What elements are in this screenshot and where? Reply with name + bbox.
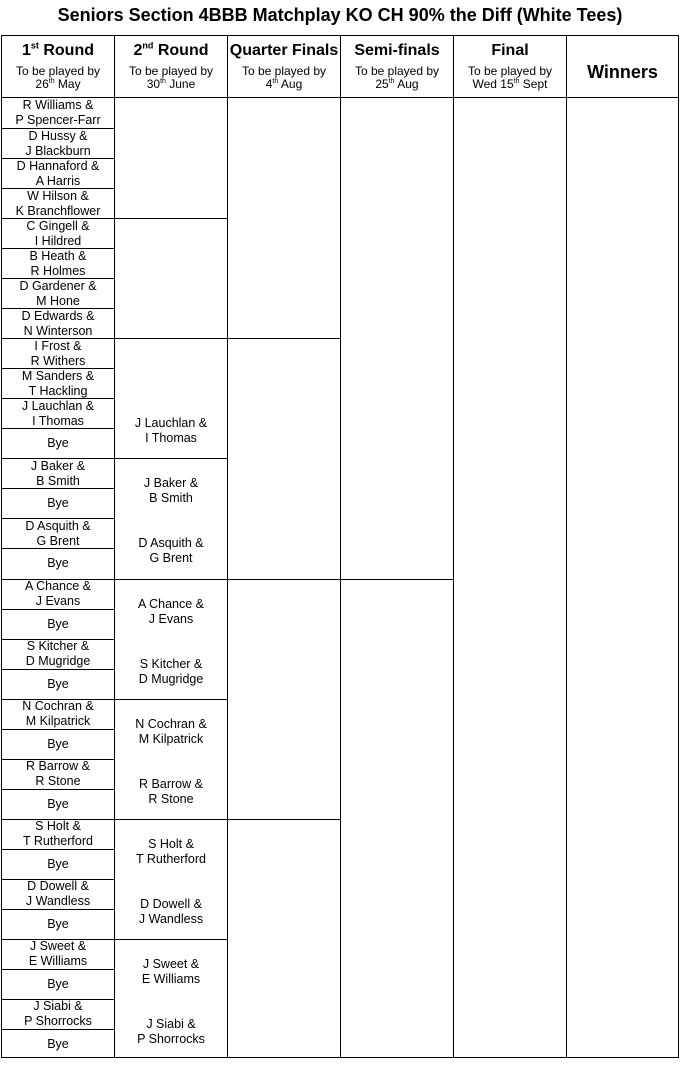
team-line: A Harris [35, 173, 81, 188]
team-line: D Hussy & [28, 128, 88, 143]
team-line: B Heath & [29, 248, 87, 263]
team-name [47, 556, 69, 571]
team-name [47, 737, 69, 752]
team-line: W Hilson & [27, 188, 89, 203]
team-line: A Chance & [24, 579, 91, 594]
column-final [453, 35, 566, 1058]
round-1-slot [2, 1029, 114, 1059]
team-name [16, 189, 101, 219]
team-line: R Barrow & [139, 776, 203, 791]
quarter-finals-title: Quarter Finals [229, 42, 339, 59]
team-line: D Gardener & [19, 278, 97, 293]
team-name [115, 717, 227, 747]
team-name [29, 939, 87, 969]
quarter-finals-deadline: To be played by 4th Aug [241, 64, 327, 91]
team-line: N Cochran & [22, 699, 94, 714]
team-name [115, 476, 227, 506]
team-name [26, 759, 90, 789]
final-slot [454, 98, 566, 1059]
round-1-slot [2, 639, 114, 669]
team-line: Bye [47, 1036, 69, 1051]
team-line: Bye [47, 736, 69, 751]
round-1-slots [2, 98, 114, 1059]
team-line: C Gingell & [26, 218, 90, 233]
team-line: T Rutherford [136, 851, 206, 866]
team-name [47, 917, 69, 932]
team-name [115, 1017, 227, 1047]
team-name [22, 699, 94, 729]
round-1-slot [2, 518, 114, 548]
header-final [454, 36, 566, 98]
team-line: J Baker & [143, 476, 199, 491]
team-line: P Spencer-Farr [15, 113, 101, 128]
team-line: D Hannaford & [16, 158, 100, 173]
team-line: J Baker & [30, 458, 86, 473]
team-line: J Wandless [138, 911, 204, 926]
header-quarter-finals [228, 36, 340, 98]
semi-finals-deadline: To be played by 25th Aug [354, 64, 440, 91]
team-line: J Sweet & [142, 956, 200, 971]
header-round-2 [115, 36, 227, 98]
team-name [22, 399, 94, 429]
team-line: D Mugridge [25, 654, 91, 669]
column-semi-finals [340, 35, 453, 1058]
team-name [115, 957, 227, 987]
team-name [47, 496, 69, 511]
team-name [26, 639, 91, 669]
team-name [23, 819, 93, 849]
team-line: I Frost & [34, 338, 82, 353]
team-name [47, 436, 69, 451]
team-name [115, 837, 227, 867]
round-1-slot [2, 98, 114, 128]
quarter-final-slot [228, 819, 340, 1059]
team-line: Bye [47, 916, 69, 931]
round-1-slot [2, 158, 114, 188]
team-line: I Hildred [34, 233, 82, 248]
team-name [47, 797, 69, 812]
team-line: J Lauchlan & [134, 416, 208, 431]
round-2-match [115, 218, 227, 338]
team-line: J Siabi & [33, 999, 83, 1014]
team-name [15, 98, 100, 128]
column-round-2 [114, 35, 227, 1058]
header-winners [567, 36, 678, 98]
team-name [25, 579, 91, 609]
round-1-slot [2, 609, 114, 639]
team-name [47, 1037, 69, 1052]
team-line: Bye [47, 976, 69, 991]
team-line: N Winterson [23, 323, 93, 338]
semi-final-slot [341, 98, 453, 579]
team-name [19, 279, 96, 309]
team-line: Bye [47, 496, 69, 511]
team-line: P Shorrocks [24, 1014, 92, 1029]
team-line: D Mugridge [138, 671, 204, 686]
team-name [25, 519, 90, 549]
quarter-finals-slots [228, 98, 340, 1059]
round-1-slot [2, 188, 114, 218]
team-line: J Blackburn [25, 143, 91, 158]
team-line: R Stone [148, 791, 194, 806]
round-1-slot [2, 669, 114, 699]
team-line: D Asquith & [138, 536, 204, 551]
team-name [47, 977, 69, 992]
team-name [30, 249, 87, 279]
team-line: D Dowell & [140, 896, 202, 911]
round-1-slot [2, 368, 114, 398]
team-name [24, 999, 92, 1029]
quarter-final-slot [228, 579, 340, 819]
team-line: Bye [47, 856, 69, 871]
team-name [115, 536, 227, 566]
team-line: M Sanders & [21, 368, 95, 383]
team-name [17, 159, 100, 189]
round-1-slot [2, 548, 114, 578]
team-name [115, 657, 227, 687]
team-line: J Sweet & [29, 939, 87, 954]
team-name [47, 857, 69, 872]
team-line: E Williams [141, 971, 201, 986]
round-1-slot [2, 398, 114, 428]
team-line: Bye [47, 616, 69, 631]
round-1-slot [2, 218, 114, 248]
team-name [47, 617, 69, 632]
team-name [115, 777, 227, 807]
round-1-slot [2, 128, 114, 158]
team-line: D Edwards & [21, 308, 95, 323]
team-line: R Withers [30, 353, 86, 368]
team-line: P Shorrocks [137, 1031, 205, 1046]
round-1-slot [2, 939, 114, 969]
team-line: A Chance & [137, 596, 204, 611]
final-slots [454, 98, 566, 1059]
team-name [31, 459, 85, 489]
round-1-slot [2, 759, 114, 789]
team-line: S Holt & [35, 819, 81, 834]
final-title: Final [491, 42, 529, 59]
team-name [115, 416, 227, 446]
team-name [22, 369, 94, 399]
round-1-slot [2, 458, 114, 488]
team-name [115, 897, 227, 927]
round-1-title: 1st Round [21, 40, 94, 59]
quarter-final-slot [228, 98, 340, 338]
page-title: Seniors Section 4BBB Matchplay KO CH 90% the Diff (White Tees) [57, 5, 623, 25]
team-line: J Wandless [25, 894, 91, 909]
team-line: Bye [47, 556, 69, 571]
quarter-final-slot [228, 338, 340, 578]
column-quarter-finals [227, 35, 340, 1058]
team-line: R Holmes [30, 263, 86, 278]
team-line: D Dowell & [27, 879, 89, 894]
team-line: M Kilpatrick [138, 731, 204, 746]
round-1-slot [2, 278, 114, 308]
team-line: J Evans [148, 611, 194, 626]
team-line: K Branchflower [15, 203, 101, 218]
team-name [26, 219, 89, 249]
round-1-slot [2, 308, 114, 338]
team-line: R Stone [35, 774, 81, 789]
round-1-slot [2, 428, 114, 458]
round-1-slot [2, 849, 114, 879]
team-line: S Kitcher & [139, 656, 203, 671]
team-line: T Rutherford [23, 834, 93, 849]
team-line: T Hackling [28, 383, 88, 398]
round-1-slot [2, 338, 114, 368]
team-name [22, 309, 95, 339]
team-name [115, 597, 227, 627]
round-2-slots [115, 98, 227, 1059]
team-line: B Smith [36, 473, 80, 488]
round-1-slot [2, 999, 114, 1029]
team-line: I Thomas [145, 431, 197, 446]
round-1-slot [2, 579, 114, 609]
round-1-slot [2, 879, 114, 909]
column-winners [566, 35, 679, 1058]
team-name [26, 879, 90, 909]
round-1-slot [2, 789, 114, 819]
team-name [31, 339, 86, 369]
round-1-slot [2, 699, 114, 729]
header-semi-finals [341, 36, 453, 98]
team-line: I Thomas [32, 413, 84, 428]
team-line: G Brent [36, 533, 80, 548]
round-1-slot [2, 819, 114, 849]
final-deadline: To be played by Wed 15th Sept [467, 64, 553, 91]
winners-slot [567, 98, 678, 1059]
semi-finals-title: Semi-finals [354, 42, 440, 59]
winners-slots [567, 98, 678, 1059]
team-line: E Williams [28, 954, 88, 969]
team-line: S Kitcher & [26, 639, 90, 654]
column-round-1 [1, 35, 114, 1058]
team-line: N Cochran & [135, 716, 207, 731]
round-1-slot [2, 248, 114, 278]
round-1-slot [2, 969, 114, 999]
round-1-slot [2, 729, 114, 759]
team-line: S Holt & [148, 836, 194, 851]
round-2-deadline: To be played by 30th June [128, 64, 214, 91]
header-round-1 [2, 36, 114, 98]
team-name [47, 677, 69, 692]
team-line: Bye [47, 796, 69, 811]
team-line: R Barrow & [26, 759, 90, 774]
bracket-table [1, 35, 679, 1058]
semi-finals-slots [341, 98, 453, 1059]
team-name [25, 129, 90, 159]
team-line: G Brent [149, 551, 193, 566]
team-line: D Asquith & [25, 518, 91, 533]
semi-final-slot [341, 579, 453, 1060]
team-line: M Hone [36, 293, 80, 308]
round-1-slot [2, 488, 114, 518]
team-line: Bye [47, 436, 69, 451]
team-line: M Kilpatrick [25, 714, 91, 729]
round-2-match [115, 98, 227, 218]
team-line: R Williams & [22, 98, 94, 113]
team-line: J Siabi & [146, 1016, 196, 1031]
winners-title: Winners [587, 62, 658, 82]
round-2-title: 2nd Round [133, 40, 209, 59]
team-line: Bye [47, 676, 69, 691]
team-line: B Smith [149, 491, 193, 506]
team-line: J Lauchlan & [21, 398, 95, 413]
team-line: J Evans [35, 594, 81, 609]
round-1-slot [2, 909, 114, 939]
round-1-deadline: To be played by 26th May [15, 64, 101, 91]
